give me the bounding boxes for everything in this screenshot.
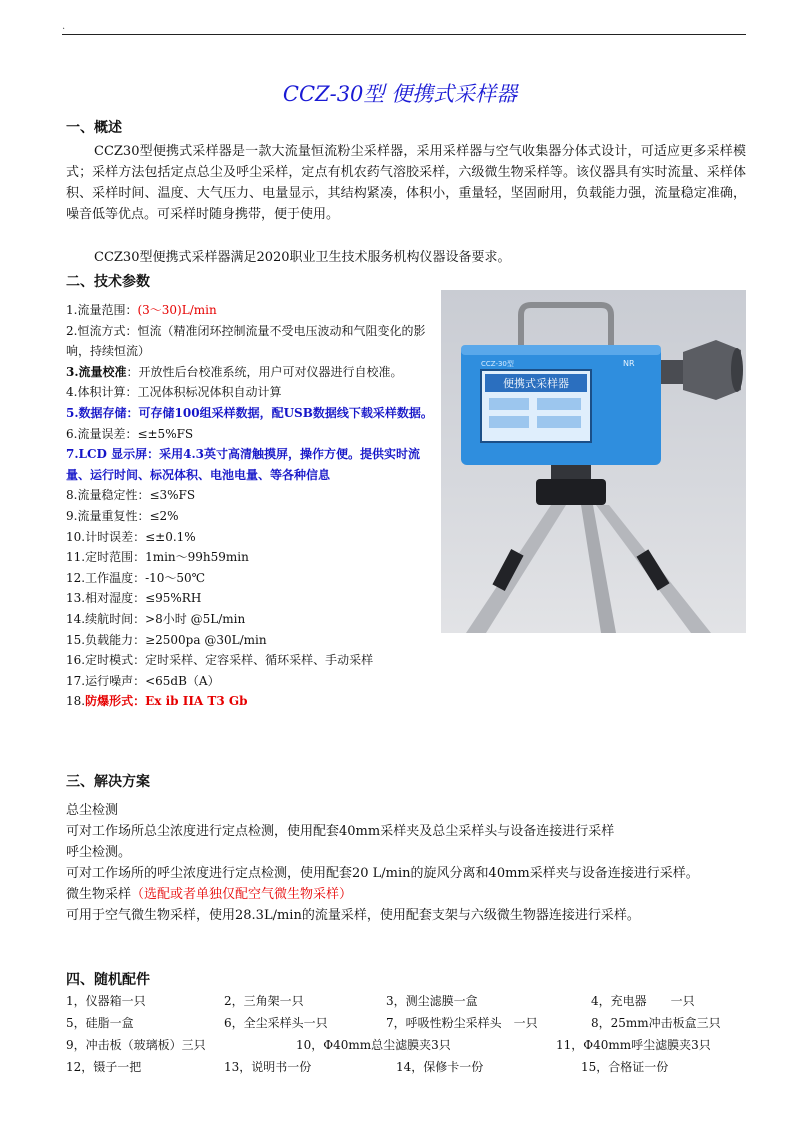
- spec-value-explosion-proof: 防爆形式：Ex ib IIA T3 Gb: [85, 694, 248, 709]
- brand-badge: NR: [623, 359, 635, 368]
- spec-item-14: 14.续航时间：>8小时 @5L/min: [66, 611, 246, 626]
- spec-item-3: 3.流量校准：开放性后台校准系统，用户可对仪器进行自校准。: [66, 364, 403, 379]
- spec-item-4: 4.体积计算：工况体积标况体积自动计算: [66, 385, 282, 400]
- accessory-row-3: [66, 1034, 756, 1056]
- product-photo: [441, 290, 746, 633]
- spec-item-13: 13.相对湿度：≤95%RH: [66, 591, 202, 606]
- solutions-block: [66, 800, 746, 926]
- spec-item-18: 18.防爆形式：Ex ib IIA T3 Gb: [66, 694, 248, 709]
- document-title: CCZ-30型 便携式采样器: [282, 82, 518, 106]
- accessory-item: 5，硅脂一盒: [66, 1016, 134, 1030]
- section-heading-solutions: 三、解决方案: [66, 774, 150, 790]
- sampler-on-tripod-illustration: [441, 290, 746, 633]
- screen-title: 便携式采样器: [503, 377, 569, 390]
- spec-item-5: 5.数据存储：可存储100组采样数据，配USB数据线下载采样数据。: [66, 405, 433, 420]
- header-dot: .: [62, 21, 66, 32]
- accessory-item: 15，合格证一份: [581, 1060, 669, 1074]
- spec-item-17: 17.运行噪声：<65dB（A）: [66, 673, 220, 688]
- spec-list: [66, 300, 436, 712]
- overview-paragraph-2: CCZ30型便携式采样器满足2020职业卫生技术服务机构仪器设备要求。: [94, 250, 511, 265]
- accessory-item: 4，充电器 一只: [591, 994, 695, 1008]
- accessory-item: 2，三角架一只: [224, 994, 304, 1008]
- spec-item-12: 12.工作温度：-10～50℃: [66, 570, 206, 585]
- spec-item-7: 7.LCD 显示屏：采用4.3英寸高清触摸屏，操作方便。提供实时流量、运行时间、标况体积、电池电量、等各种信息: [66, 447, 420, 482]
- section-heading-specs: 二、技术参数: [66, 274, 150, 290]
- overview-paragraph-1: CCZ30型便携式采样器是一款大流量恒流粉尘采样器，采用采样器与空气收集器分体式设计，可适应更多采样模式；采样方法包括定点总尘及呼尘采样，定点有机农药气溶胶采样，六级微生物采样等。该仪器具有实时流量、采样体积、采样时间、温度、大气压力、电量显示，其结构紧凑，体积小，重量轻，坚固耐用，负载能力强，流量稳定准确，噪音低等优点。可采样时随身携带，便于使用。: [66, 144, 746, 222]
- accessory-item: 1，仪器箱一只: [66, 994, 146, 1008]
- spec-item-2: 2.恒流方式：恒流（精准闭环控制流量不受电压波动和气阻变化的影响，持续恒流）: [66, 323, 426, 359]
- section-heading-accessories: 四、随机配件: [66, 972, 150, 988]
- spec-item-10: 10.计时误差：≤±0.1%: [66, 529, 196, 544]
- accessory-item: 6，全尘采样头一只: [224, 1016, 328, 1030]
- solution-total-dust-text: 可对工作场所总尘浓度进行定点检测，使用配套40mm采样夹及总尘采样头与设备连接进行采样: [66, 824, 615, 839]
- spec-item-6: 6.流量误差：≤±5%FS: [66, 426, 194, 441]
- solution-micro-text: 可用于空气微生物采样，使用28.3L/min的流量采样，使用配套支架与六级微生物器连接进行采样。: [66, 908, 640, 923]
- spec-item-1: 1.流量范围：(3～30)L/min: [66, 303, 217, 317]
- solution-micro-title-line: 微生物采样（选配或者单独仅配空气微生物采样）: [66, 887, 353, 902]
- accessory-item: 7，呼吸性粉尘采样头 一只: [386, 1016, 538, 1030]
- spec-item-9: 9.流量重复性：≤2%: [66, 508, 179, 523]
- solution-total-dust-title: 总尘检测: [66, 803, 119, 818]
- accessories-list: [66, 990, 756, 1078]
- spec-item-8: 8.流量稳定性：≤3%FS: [66, 488, 196, 503]
- tripod-head: [536, 479, 606, 505]
- accessory-item: 9，冲击板（玻璃板）三只: [66, 1038, 206, 1052]
- handle-icon: [521, 305, 611, 350]
- accessory-item: 11，Φ40mm呼尘滤膜夹3只: [556, 1038, 711, 1052]
- spec-value-flow-range: (3～30)L/min: [137, 303, 217, 317]
- spec-item-16: 16.定时模式：定时采样、定容采样、循环采样、手动采样: [66, 653, 374, 668]
- accessory-row-4: [66, 1056, 756, 1078]
- accessory-item: 12，镊子一把: [66, 1060, 142, 1074]
- accessory-item: 3，测尘滤膜一盒: [386, 994, 478, 1008]
- section-heading-overview: 一、概述: [66, 120, 122, 136]
- accessory-row-1: [66, 990, 756, 1012]
- spec-item-11: 11.定时范围：1min～99h59min: [66, 550, 249, 565]
- header-rule: [62, 34, 746, 35]
- spec-item-15: 15.负载能力：≥2500pa @30L/min: [66, 632, 267, 647]
- solution-resp-dust-text: 可对工作场所的呼尘浓度进行定点检测，使用配套20 L/min的旋风分离和40mm采样夹与设备连接进行采样。: [66, 866, 699, 881]
- accessory-item: 13，说明书一份: [224, 1060, 312, 1074]
- device-model-label: CCZ-30型: [481, 360, 514, 368]
- accessory-row-2: [66, 1012, 756, 1034]
- accessory-item: 8，25mm冲击板盒三只: [591, 1016, 721, 1030]
- accessory-item: 10，Φ40mm总尘滤膜夹3只: [296, 1038, 451, 1052]
- solution-micro-note: （选配或者单独仅配空气微生物采样）: [131, 887, 353, 902]
- accessory-item: 14，保修卡一份: [396, 1060, 484, 1074]
- solution-resp-dust-title: 呼尘检测。: [66, 845, 132, 860]
